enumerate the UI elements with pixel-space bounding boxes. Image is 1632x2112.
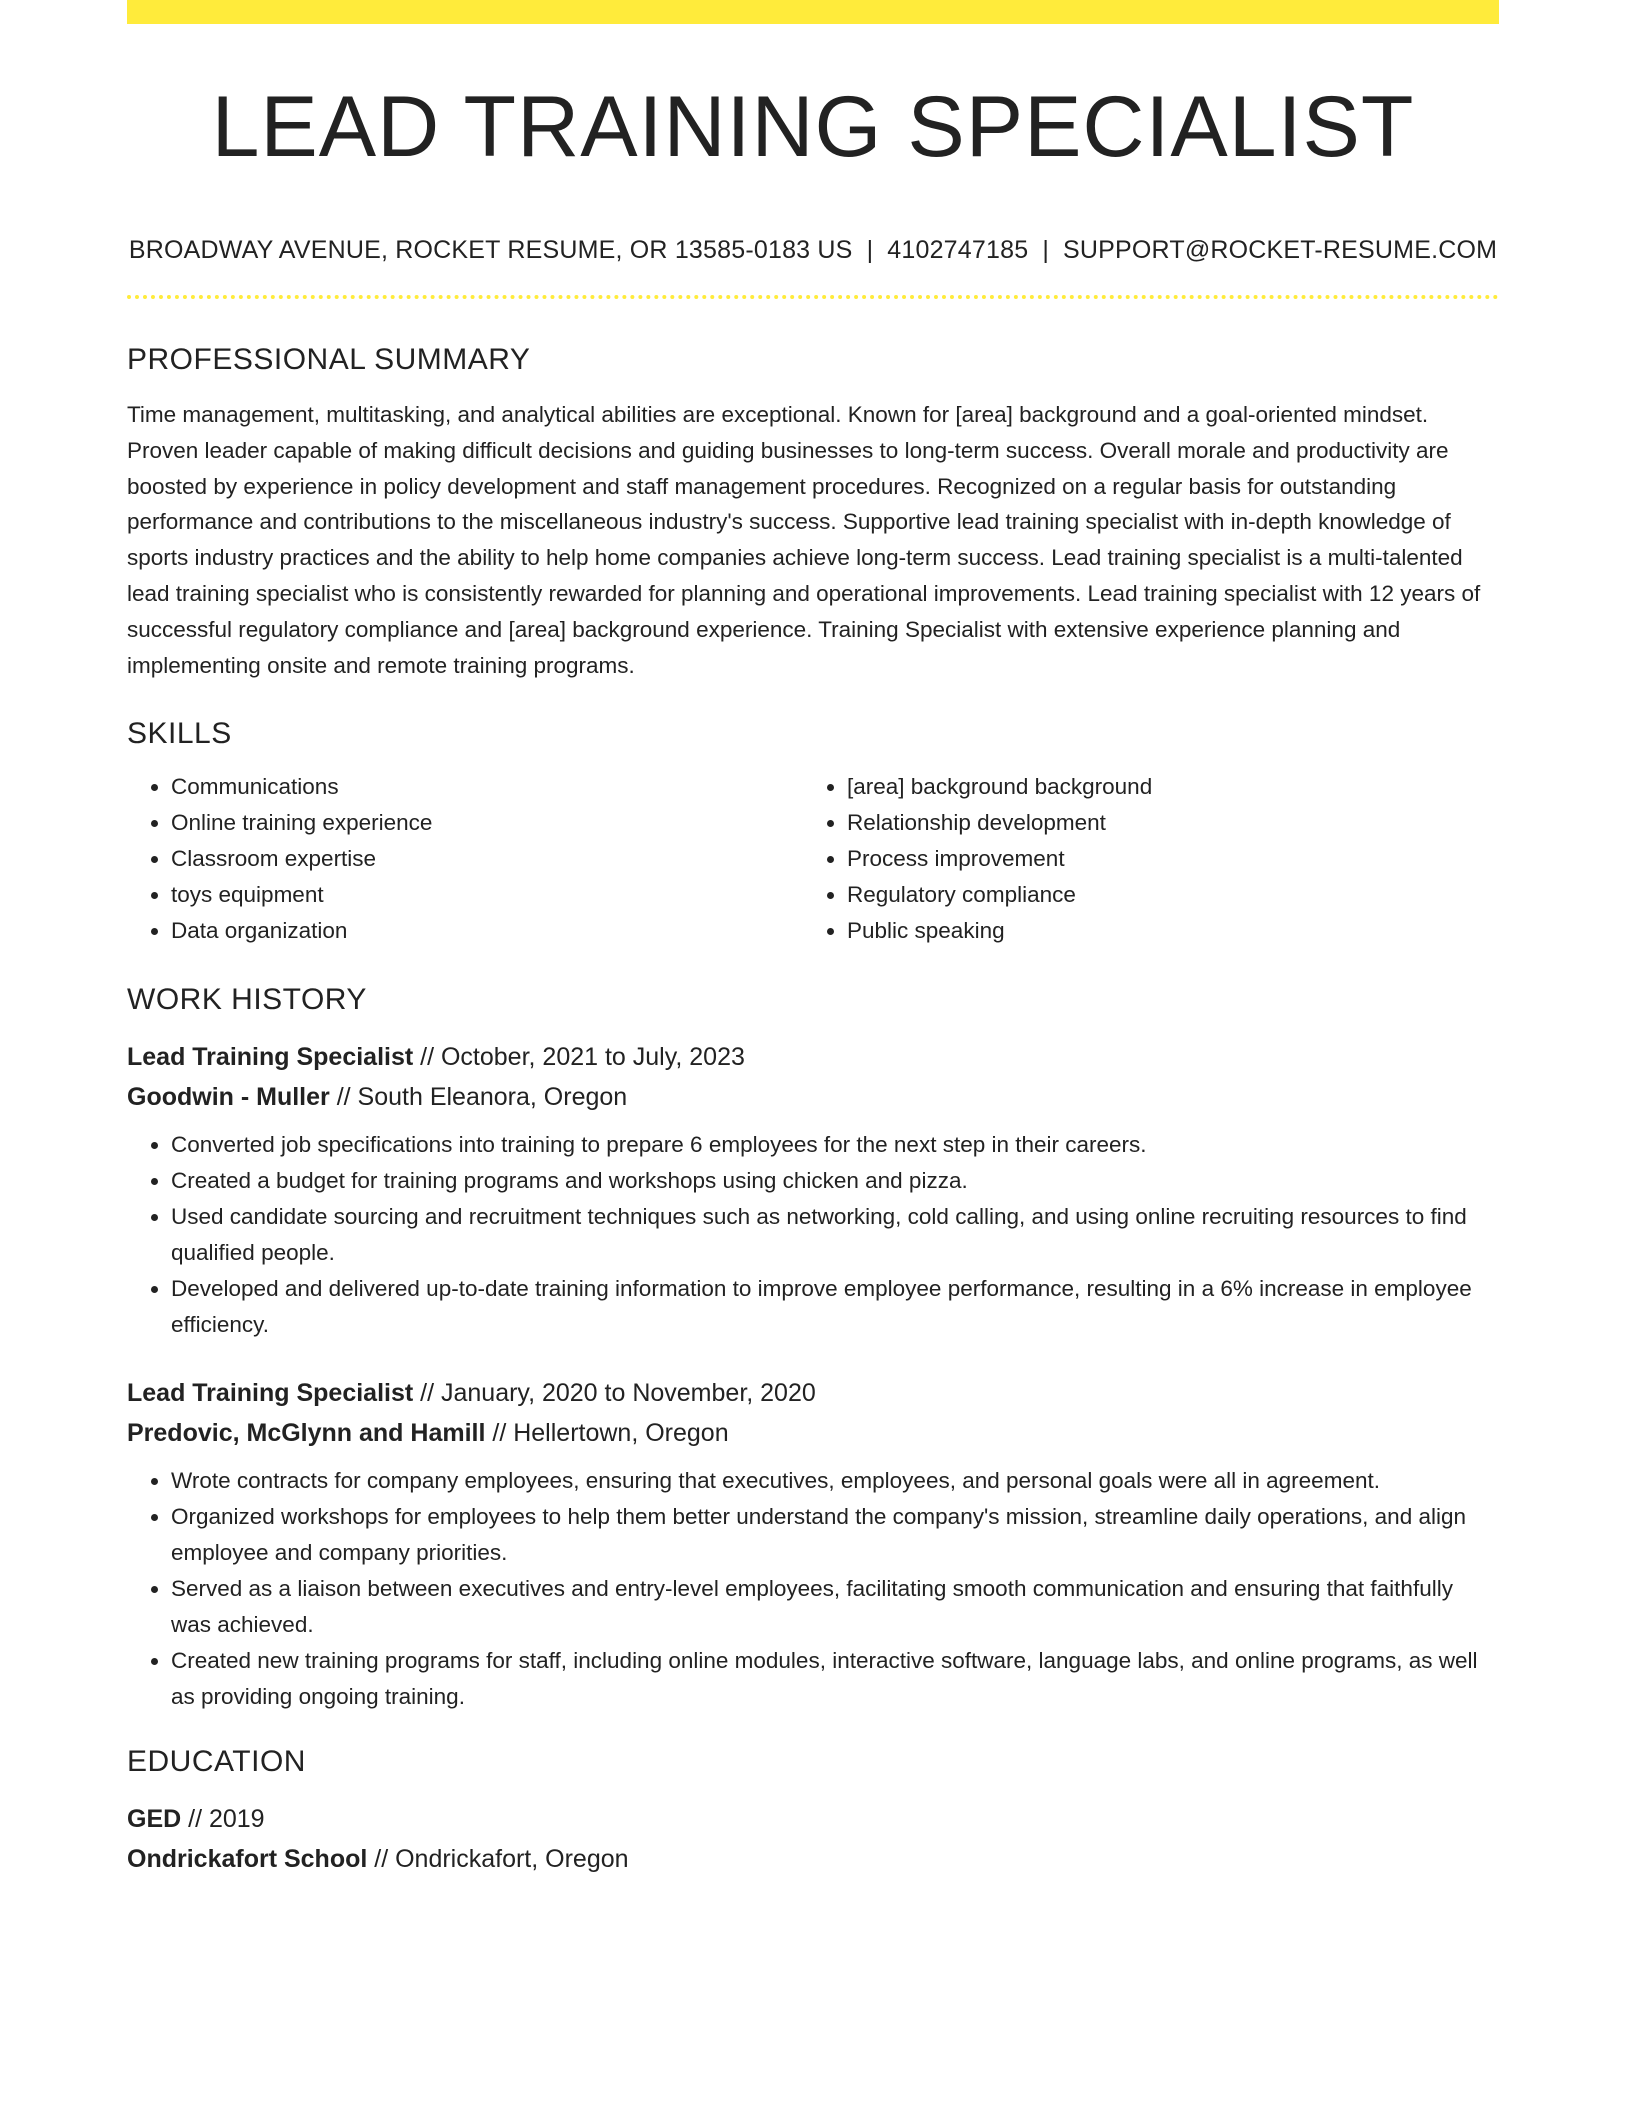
- accent-bar: [127, 0, 1499, 24]
- job-role: Lead Training Specialist: [127, 1379, 414, 1408]
- job-title-line: [127, 1037, 1499, 1077]
- job-company-line: [127, 1077, 1499, 1117]
- skill-item: • Online training experience: [171, 805, 803, 841]
- job-role: Lead Training Specialist: [127, 1043, 414, 1072]
- skill-item: • Data organization: [171, 913, 803, 949]
- address-text: BROADWAY AVENUE, ROCKET RESUME, OR 13585-0183 US: [128, 236, 853, 264]
- skill-item: • toys equipment: [171, 877, 803, 913]
- skill-item: • Communications: [171, 769, 803, 805]
- job-bullet: • Created a budget for training programs and workshops using chicken and pizza.: [171, 1163, 1499, 1199]
- job-dates: // January, 2020 to November, 2020: [413, 1379, 816, 1408]
- job-company: Goodwin - Muller: [127, 1083, 330, 1112]
- job-title-line: [127, 1373, 1499, 1413]
- resume-page: [127, 0, 1499, 1879]
- job-company-line: [127, 1413, 1499, 1453]
- education-school-line: [127, 1839, 1499, 1879]
- skill-item: • Regulatory compliance: [847, 877, 1479, 913]
- job-bullets: [127, 1127, 1499, 1343]
- skills-list: [127, 769, 1499, 949]
- skills-heading: SKILLS: [127, 717, 232, 751]
- education-location: // Ondrickafort, Oregon: [367, 1845, 629, 1874]
- education-degree: GED: [127, 1805, 182, 1834]
- contact-separator: |: [866, 236, 874, 264]
- education-degree-line: [127, 1799, 1499, 1839]
- education-year: // 2019: [181, 1805, 265, 1834]
- skill-item: • Public speaking: [847, 913, 1479, 949]
- skill-item: • [area] background background: [847, 769, 1479, 805]
- job-bullet: • Served as a liaison between executives and entry-level employees, facilitating smooth communication and ensuring that faithfully was achieved.: [171, 1571, 1499, 1643]
- job-bullet: • Wrote contracts for company employees, ensuring that executives, employees, and personal goals were all in agreement.: [171, 1463, 1499, 1499]
- summary-heading: PROFESSIONAL SUMMARY: [127, 343, 531, 376]
- education-entry: [127, 1799, 1499, 1879]
- summary-text: Time management, multitasking, and analytical abilities are exceptional. Known for [area] background and a goal-oriented mindset. Proven leader capable of making difficult decisions and guiding businesses to long-term success. Overall morale and productivity are boosted by experience in policy development and staff management procedures. Recognized on a regular basis for outstanding performance and contributions to the miscellaneous industry's success. Supportive lead training specialist with in-depth knowledge of sports industry practices and the ability to help home companies achieve long-term success. Lead training specialist is a multi-talented lead training specialist who is consistently rewarded for planning and operational improvements. Lead training specialist with 12 years of successful regulatory compliance and [area] background experience. Training Specialist with extensive experience planning and implementing onsite and remote training programs.: [127, 402, 1481, 678]
- education-school: Ondrickafort School: [127, 1845, 368, 1874]
- job-location: // South Eleanora, Oregon: [329, 1083, 628, 1112]
- job-bullet: • Created new training programs for staff, including online modules, interactive software, language labs, and online programs, as well as providing ongoing training.: [171, 1643, 1499, 1715]
- job-dates: // October, 2021 to July, 2023: [413, 1043, 745, 1072]
- job-bullet: • Organized workshops for employees to help them better understand the company's mission, streamline daily operations, and align employee and company priorities.: [171, 1499, 1499, 1571]
- skills-column-left: [127, 769, 803, 949]
- contact-separator: |: [1042, 236, 1050, 264]
- skills-column-right: [803, 769, 1479, 949]
- work-history-heading: WORK HISTORY: [127, 983, 367, 1017]
- contact-line: [127, 236, 1499, 265]
- skill-item: • Classroom expertise: [171, 841, 803, 877]
- job-bullet: • Developed and delivered up-to-date training information to improve employee performance, resulting in a 6% increase in employee efficiency.: [171, 1271, 1499, 1343]
- email-text: SUPPORT@ROCKET-RESUME.COM: [1063, 236, 1498, 264]
- page-title: LEAD TRAINING SPECIALIST: [211, 79, 1415, 175]
- job-bullets: [127, 1463, 1499, 1715]
- education-heading: EDUCATION: [127, 1745, 306, 1779]
- job-bullet: • Used candidate sourcing and recruitment techniques such as networking, cold calling, and using online recruiting resources to find qualified people.: [171, 1199, 1499, 1271]
- phone-text: 4102747185: [887, 236, 1029, 264]
- header-divider: [127, 295, 1499, 299]
- job-bullet: • Converted job specifications into training to prepare 6 employees for the next step in their careers.: [171, 1127, 1499, 1163]
- job-entry: [127, 1037, 1499, 1343]
- job-location: // Hellertown, Oregon: [485, 1419, 729, 1448]
- job-entry: [127, 1373, 1499, 1715]
- skill-item: • Relationship development: [847, 805, 1479, 841]
- job-company: Predovic, McGlynn and Hamill: [127, 1419, 486, 1448]
- skill-item: • Process improvement: [847, 841, 1479, 877]
